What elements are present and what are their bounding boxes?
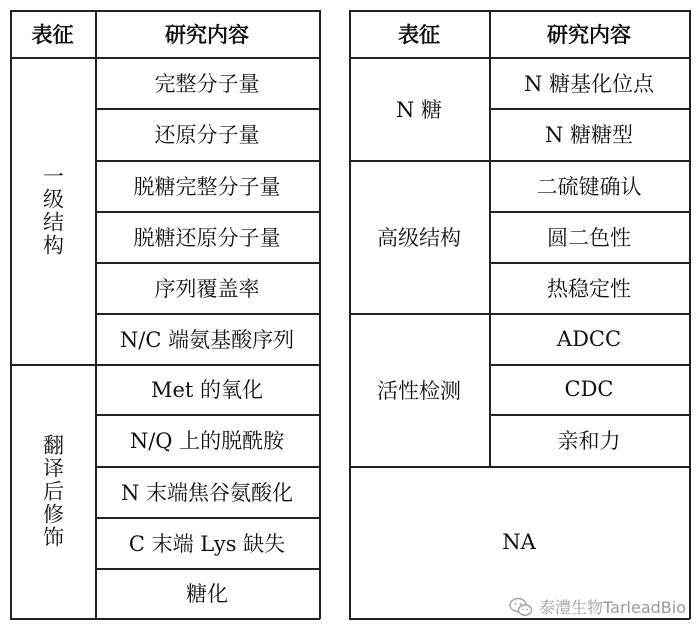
table-cell: N 糖基化位点 — [523, 71, 655, 96]
category-n-glycan: N 糖 — [395, 97, 443, 122]
table-cell: 脱糖完整分子量 — [133, 174, 281, 199]
table-cell: 二硫键确认 — [536, 174, 642, 199]
table-cell: 脱糖还原分子量 — [133, 225, 281, 250]
watermark-text: 泰澧生物TarleadBio — [539, 598, 686, 617]
table-cell: 热稳定性 — [547, 276, 631, 301]
rule — [319, 10, 321, 619]
table-cell: 还原分子量 — [154, 123, 260, 147]
table-cell: N 糖糖型 — [544, 123, 634, 147]
na-cell: NA — [502, 530, 536, 554]
table-cell: 完整分子量 — [154, 71, 260, 96]
rule — [349, 618, 690, 620]
table-cell: C 末端 Lys 缺失 — [128, 531, 286, 556]
left-header-category: 表征 — [31, 21, 74, 47]
left-header-content: 研究内容 — [165, 21, 249, 47]
right-header-category: 表征 — [398, 21, 440, 47]
table-cell: 圆二色性 — [547, 225, 631, 250]
wechat-icon — [509, 596, 533, 618]
table-cell: CDC — [564, 377, 614, 401]
table-cell: 序列覆盖率 — [154, 276, 260, 301]
category-primary-structure — [10, 57, 95, 364]
table-cell: N/Q 上的脱酰胺 — [129, 429, 285, 453]
table-cell: N 末端焦谷氨酸化 — [120, 480, 294, 505]
category-higher-order-structure: 高级结构 — [377, 225, 461, 250]
table-cell: 亲和力 — [557, 429, 621, 453]
watermark — [509, 595, 686, 618]
category-activity-assay: 活性检测 — [377, 378, 461, 403]
category-label: 一级结构 — [40, 164, 65, 257]
rule — [689, 10, 691, 619]
table-cell: ADCC — [556, 326, 622, 351]
right-header-content: 研究内容 — [547, 21, 631, 47]
table-cell: Met 的氧化 — [150, 378, 264, 402]
table-cell: N/C 端氨基酸序列 — [119, 327, 295, 352]
rule — [10, 618, 320, 620]
table-cell: 糖化 — [186, 582, 228, 606]
category-label: 翻译后修饰 — [40, 433, 65, 549]
category-ptm — [10, 364, 95, 618]
